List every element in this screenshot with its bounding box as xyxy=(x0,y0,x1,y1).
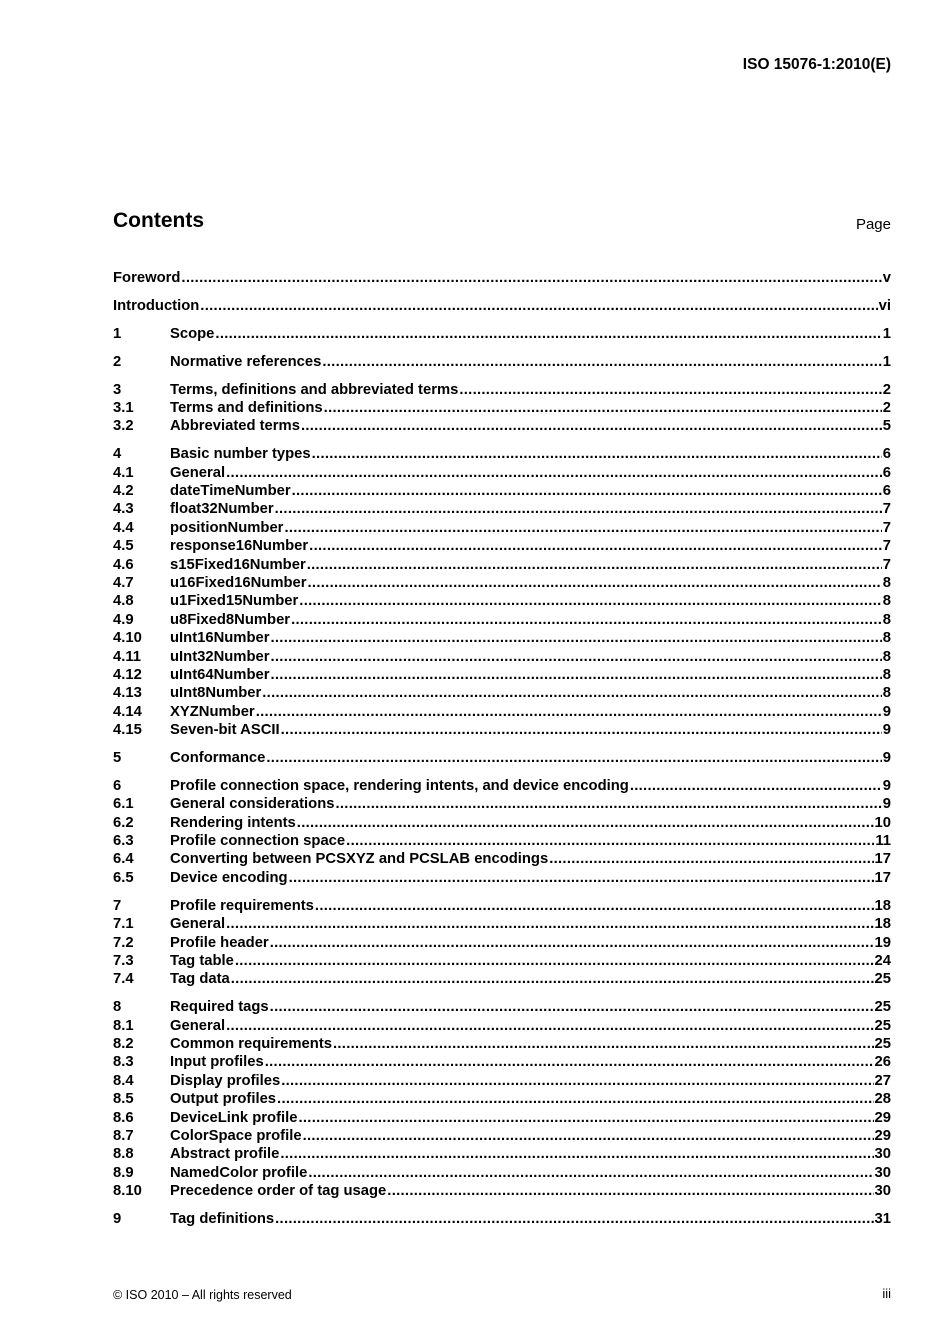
toc-entry-title: Terms and definitions xyxy=(170,399,323,416)
toc-entry[interactable] xyxy=(113,795,891,813)
toc-entry-page: 8 xyxy=(882,630,891,647)
toc-dot-leader xyxy=(280,1145,873,1163)
toc-entry-number: 4.4 xyxy=(113,519,134,536)
toc-entry-page: 25 xyxy=(874,1035,891,1052)
toc-entry-number: 4.11 xyxy=(113,648,141,665)
toc-entry-title: u8Fixed8Number xyxy=(170,611,291,628)
toc-entry[interactable] xyxy=(113,1017,891,1035)
toc-entry-title: Display profiles xyxy=(170,1072,281,1089)
toc-entry-number: 3.1 xyxy=(113,399,134,416)
toc-entry-number: 8.9 xyxy=(113,1164,134,1181)
toc-entry-title: uInt16Number xyxy=(170,630,270,647)
toc-entry-page: 9 xyxy=(882,777,891,794)
toc-dot-leader xyxy=(270,648,881,666)
toc-entry-title: float32Number xyxy=(170,501,274,518)
toc-entry-title: Introduction xyxy=(113,297,200,314)
toc-entry-page: 27 xyxy=(874,1072,891,1089)
toc-entry[interactable] xyxy=(113,556,891,574)
toc-entry[interactable] xyxy=(113,611,891,629)
toc-dot-leader xyxy=(281,1072,873,1090)
toc-dot-leader xyxy=(299,592,881,610)
toc-entry-number: 8.6 xyxy=(113,1109,134,1126)
toc-entry-title: Device encoding xyxy=(170,869,288,886)
toc-dot-leader xyxy=(301,417,882,435)
toc-entry-number: 6.1 xyxy=(113,796,134,813)
toc-dot-leader xyxy=(266,749,881,767)
toc-dot-leader xyxy=(281,721,882,739)
toc-dot-leader xyxy=(270,934,874,952)
toc-entry-page: 25 xyxy=(874,999,891,1016)
toc-entry[interactable] xyxy=(113,832,891,850)
toc-entry-number: 4.2 xyxy=(113,483,134,500)
toc-entry[interactable] xyxy=(113,381,891,399)
toc-dot-leader xyxy=(275,500,882,518)
toc-dot-leader xyxy=(309,537,882,555)
toc-entry[interactable] xyxy=(113,464,891,482)
toc-entry-number: 7 xyxy=(113,897,122,914)
toc-entry-number: 4.5 xyxy=(113,538,134,555)
toc-dot-leader xyxy=(284,519,881,537)
toc-entry-title: dateTimeNumber xyxy=(170,483,291,500)
toc-entry-number: 8.4 xyxy=(113,1072,134,1089)
toc-entry-number: 4.6 xyxy=(113,556,134,573)
toc-dot-leader xyxy=(256,703,882,721)
toc-entry-title: u16Fixed16Number xyxy=(170,574,307,591)
toc-dot-leader xyxy=(291,611,882,629)
toc-entry-page: 31 xyxy=(874,1210,891,1227)
toc-entry-page: 28 xyxy=(874,1091,891,1108)
toc-entry-page: 11 xyxy=(875,833,891,850)
page-number: iii xyxy=(882,1286,891,1301)
toc-dot-leader xyxy=(270,998,874,1016)
toc-entry-number: 7.2 xyxy=(113,934,134,951)
toc-entry-title: Tag definitions xyxy=(170,1210,275,1227)
toc-entry-number: 3.2 xyxy=(113,418,134,435)
toc-entry-number: 8.1 xyxy=(113,1017,134,1034)
toc-entry[interactable] xyxy=(113,482,891,500)
toc-dot-leader xyxy=(459,381,881,399)
toc-entry-title: Tag table xyxy=(170,952,234,969)
toc-entry-page: 10 xyxy=(874,814,891,831)
toc-entry[interactable] xyxy=(113,1182,891,1200)
toc-entry-number: 4.13 xyxy=(113,685,142,702)
toc-dot-leader xyxy=(630,777,882,795)
toc-dot-leader xyxy=(346,832,874,850)
toc-entry-page: 7 xyxy=(882,556,891,573)
toc-entry-page: 24 xyxy=(874,952,891,969)
toc-dot-leader xyxy=(315,897,874,915)
toc-entry-page: 17 xyxy=(874,851,891,868)
toc-entry-page: 2 xyxy=(882,399,891,416)
toc-entry-title: General xyxy=(170,916,226,933)
toc-entry-page: 30 xyxy=(874,1183,891,1200)
toc-entry-page: 25 xyxy=(874,1017,891,1034)
toc-dot-leader xyxy=(322,353,881,371)
toc-entry[interactable] xyxy=(113,897,891,915)
toc-entry-page: 6 xyxy=(882,446,891,463)
toc-entry-number: 8.10 xyxy=(113,1183,142,1200)
document-id: ISO 15076-1:2010(E) xyxy=(742,56,891,73)
toc-dot-leader xyxy=(333,1035,874,1053)
toc-entry[interactable] xyxy=(113,353,891,371)
toc-entry-number: 4 xyxy=(113,446,122,463)
toc-entry-page: 8 xyxy=(882,574,891,591)
toc-dot-leader xyxy=(270,666,881,684)
toc-entry[interactable] xyxy=(113,1145,891,1163)
toc-entry[interactable] xyxy=(113,519,891,537)
toc-entry-number: 8 xyxy=(113,999,122,1016)
toc-dot-leader xyxy=(275,1210,873,1228)
toc-dot-leader xyxy=(549,850,873,868)
toc-entry[interactable] xyxy=(113,399,891,417)
toc-entry[interactable] xyxy=(113,574,891,592)
toc-dot-leader xyxy=(307,556,882,574)
toc-entry[interactable] xyxy=(113,777,891,795)
toc-entry-number: 4.1 xyxy=(113,464,134,481)
toc-dot-leader xyxy=(270,629,881,647)
toc-entry-page: 1 xyxy=(882,325,891,342)
toc-entry[interactable] xyxy=(113,869,891,887)
toc-entry[interactable] xyxy=(113,850,891,868)
toc-dot-leader xyxy=(226,1017,873,1035)
toc-entry-page: v xyxy=(882,270,891,286)
toc-entry-number: 1 xyxy=(113,325,122,342)
toc-entry-title: Scope xyxy=(170,325,215,342)
toc-entry-title: DeviceLink profile xyxy=(170,1109,298,1126)
toc-dot-leader xyxy=(324,399,882,417)
toc-dot-leader xyxy=(312,445,882,463)
toc-entry-title: uInt8Number xyxy=(170,685,262,702)
toc-entry-page: 5 xyxy=(882,418,891,435)
toc-entry-title: uInt64Number xyxy=(170,666,270,683)
toc-entry-title: Profile connection space, rendering intents, and device encoding xyxy=(170,777,629,794)
toc-entry-title: General xyxy=(170,464,226,481)
toc-entry-title: Terms, definitions and abbreviated terms xyxy=(170,381,459,398)
toc-entry[interactable] xyxy=(113,814,891,832)
toc-entry-page: 30 xyxy=(874,1146,891,1163)
toc-entry-page: 8 xyxy=(882,648,891,665)
toc-entry-number: 8.3 xyxy=(113,1054,134,1071)
toc-entry[interactable] xyxy=(113,1053,891,1071)
toc-entry-title: Basic number types xyxy=(170,446,311,463)
toc-entry-number: 4.3 xyxy=(113,501,134,518)
toc-entry-title: Rendering intents xyxy=(170,814,296,831)
toc-dot-leader xyxy=(297,814,874,832)
table-of-contents xyxy=(113,269,891,1228)
toc-entry-number: 3 xyxy=(113,381,122,398)
toc-entry-page: 8 xyxy=(882,611,891,628)
toc-dot-leader xyxy=(265,1053,874,1071)
toc-entry-page: 9 xyxy=(882,703,891,720)
toc-entry-page: 2 xyxy=(882,381,891,398)
toc-entry-title: General xyxy=(170,1017,226,1034)
toc-entry-title: NamedColor profile xyxy=(170,1164,308,1181)
page-title: Contents xyxy=(113,209,204,232)
toc-entry[interactable] xyxy=(113,500,891,518)
toc-entry-number: 4.10 xyxy=(113,630,142,647)
toc-entry-title: Tag data xyxy=(170,971,230,988)
toc-entry-page: 17 xyxy=(874,869,891,886)
toc-entry[interactable] xyxy=(113,970,891,988)
toc-entry-title: XYZNumber xyxy=(170,703,255,720)
toc-entry-page: 26 xyxy=(874,1054,891,1071)
toc-entry-page: 9 xyxy=(882,722,891,739)
toc-entry-title: Required tags xyxy=(170,999,269,1016)
toc-entry-number: 7.4 xyxy=(113,971,134,988)
toc-dot-leader xyxy=(292,482,882,500)
toc-entry-page: 7 xyxy=(882,538,891,555)
toc-entry-page: 25 xyxy=(874,971,891,988)
toc-entry-page: 29 xyxy=(874,1127,891,1144)
toc-entry-page: 29 xyxy=(874,1109,891,1126)
toc-dot-leader xyxy=(277,1090,873,1108)
toc-entry-page: 19 xyxy=(874,934,891,951)
toc-entry-page: vi xyxy=(878,297,891,314)
toc-entry-page: 18 xyxy=(874,916,891,933)
toc-entry-title: Normative references xyxy=(170,353,322,370)
toc-entry-number: 6.3 xyxy=(113,833,134,850)
toc-entry[interactable] xyxy=(113,749,891,767)
toc-entry[interactable] xyxy=(113,1210,891,1228)
toc-entry[interactable] xyxy=(113,915,891,933)
toc-entry-title: Converting between PCSXYZ and PCSLAB encodings xyxy=(170,851,549,868)
toc-dot-leader xyxy=(181,269,881,287)
toc-entry[interactable] xyxy=(113,592,891,610)
toc-entry-title: Profile header xyxy=(170,934,269,951)
toc-entry-title: ColorSpace profile xyxy=(170,1127,302,1144)
toc-entry-number: 7.1 xyxy=(113,916,134,933)
toc-entry-title: Output profiles xyxy=(170,1091,277,1108)
toc-entry[interactable] xyxy=(113,666,891,684)
toc-entry-number: 4.8 xyxy=(113,593,134,610)
toc-entry-number: 6.4 xyxy=(113,851,134,868)
toc-entry-title: Abbreviated terms xyxy=(170,418,300,435)
toc-entry-page: 8 xyxy=(882,666,891,683)
toc-entry-title: s15Fixed16Number xyxy=(170,556,306,573)
toc-entry-page: 6 xyxy=(882,464,891,481)
toc-entry[interactable] xyxy=(113,998,891,1016)
toc-entry-page: 8 xyxy=(882,593,891,610)
toc-entry-title: Profile connection space xyxy=(170,833,346,850)
toc-entry-number: 6.2 xyxy=(113,814,134,831)
toc-dot-leader xyxy=(215,325,881,343)
toc-dot-leader xyxy=(308,1164,873,1182)
toc-entry-title: Common requirements xyxy=(170,1035,332,1052)
toc-dot-leader xyxy=(335,795,881,813)
toc-entry[interactable] xyxy=(113,445,891,463)
toc-entry-title: Input profiles xyxy=(170,1054,264,1071)
toc-entry[interactable] xyxy=(113,417,891,435)
toc-entry-page: 9 xyxy=(882,749,891,766)
toc-entry-title: Conformance xyxy=(170,749,266,766)
toc-entry-title: response16Number xyxy=(170,538,309,555)
toc-dot-leader xyxy=(289,869,874,887)
toc-entry-number: 4.12 xyxy=(113,666,142,683)
toc-entry-number: 6 xyxy=(113,777,122,794)
toc-entry-title: General considerations xyxy=(170,796,335,813)
toc-entry-number: 4.7 xyxy=(113,574,134,591)
toc-entry-title: uInt32Number xyxy=(170,648,270,665)
toc-entry[interactable] xyxy=(113,537,891,555)
toc-entry-page: 6 xyxy=(882,483,891,500)
toc-entry-title: Profile requirements xyxy=(170,897,314,914)
toc-entry-page: 1 xyxy=(882,353,891,370)
toc-entry[interactable] xyxy=(113,1164,891,1182)
toc-dot-leader xyxy=(262,684,882,702)
toc-entry-number: 4.14 xyxy=(113,703,142,720)
toc-entry-number: 8.7 xyxy=(113,1127,134,1144)
toc-entry-number: 4.9 xyxy=(113,611,134,628)
toc-entry[interactable] xyxy=(113,629,891,647)
toc-dot-leader xyxy=(226,464,882,482)
toc-entry-title: Abstract profile xyxy=(170,1146,280,1163)
toc-entry[interactable] xyxy=(113,269,891,287)
toc-entry-page: 9 xyxy=(882,796,891,813)
toc-entry-number: 8.2 xyxy=(113,1035,134,1052)
toc-entry-page: 18 xyxy=(874,897,891,914)
toc-entry-title: u1Fixed15Number xyxy=(170,593,299,610)
toc-dot-leader xyxy=(226,915,873,933)
page-column-label: Page xyxy=(855,216,891,233)
toc-entry-number: 6.5 xyxy=(113,869,134,886)
toc-entry-number: 9 xyxy=(113,1210,122,1227)
toc-entry-page: 8 xyxy=(882,685,891,702)
toc-entry[interactable] xyxy=(113,1090,891,1108)
toc-entry[interactable] xyxy=(113,325,891,343)
toc-entry-page: 7 xyxy=(882,519,891,536)
toc-entry[interactable] xyxy=(113,1072,891,1090)
toc-dot-leader xyxy=(303,1127,874,1145)
toc-entry[interactable] xyxy=(113,684,891,702)
toc-entry-page: 7 xyxy=(882,501,891,518)
toc-entry-title: positionNumber xyxy=(170,519,284,536)
toc-entry-number: 7.3 xyxy=(113,952,134,969)
toc-entry[interactable] xyxy=(113,648,891,666)
toc-entry[interactable] xyxy=(113,297,891,315)
toc-dot-leader xyxy=(235,952,874,970)
toc-entry[interactable] xyxy=(113,934,891,952)
toc-entry-number: 2 xyxy=(113,353,122,370)
toc-entry-page: 30 xyxy=(874,1164,891,1181)
toc-entry[interactable] xyxy=(113,1109,891,1127)
toc-dot-leader xyxy=(298,1109,873,1127)
toc-entry-number: 8.5 xyxy=(113,1091,134,1108)
toc-entry-number: 5 xyxy=(113,749,122,766)
toc-entry[interactable] xyxy=(113,1127,891,1145)
toc-entry-number: 4.15 xyxy=(113,722,142,739)
toc-entry-number: 8.8 xyxy=(113,1146,134,1163)
copyright-notice: © ISO 2010 – All rights reserved xyxy=(113,1288,292,1302)
toc-dot-leader xyxy=(231,970,874,988)
toc-entry[interactable] xyxy=(113,1035,891,1053)
toc-entry[interactable] xyxy=(113,952,891,970)
toc-entry[interactable] xyxy=(113,721,891,739)
toc-entry-title: Seven-bit ASCII xyxy=(170,722,280,739)
toc-dot-leader xyxy=(387,1182,873,1200)
toc-dot-leader xyxy=(200,297,877,315)
toc-entry-title: Foreword xyxy=(113,270,181,286)
toc-entry[interactable] xyxy=(113,703,891,721)
toc-entry-title: Precedence order of tag usage xyxy=(170,1183,387,1200)
toc-dot-leader xyxy=(308,574,882,592)
